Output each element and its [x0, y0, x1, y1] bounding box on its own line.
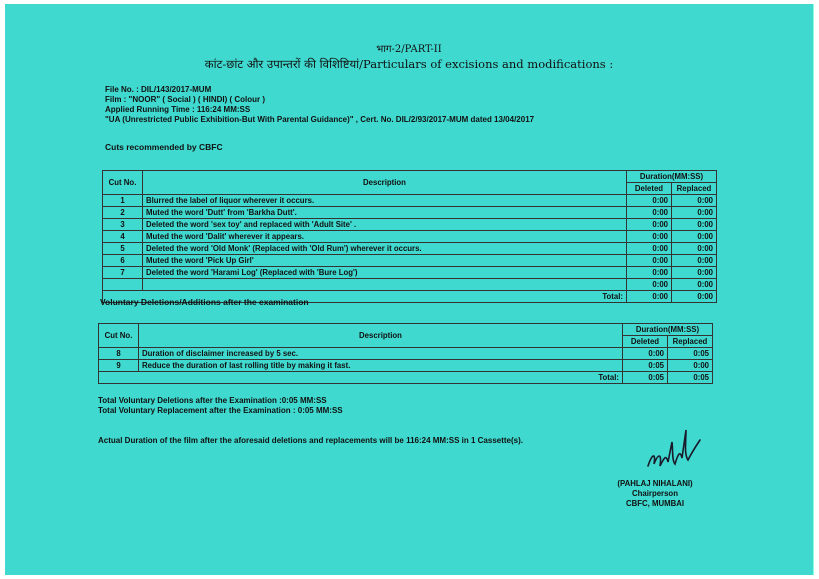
- signatory-designation: Chairperson: [632, 489, 678, 498]
- deleted-duration: 0:00: [627, 243, 672, 255]
- deleted-duration: 0:00: [627, 195, 672, 207]
- replaced-duration: 0:00: [672, 279, 717, 291]
- voluntary-table: [98, 323, 713, 384]
- signatory-block: [595, 479, 715, 509]
- cut-number: 3: [103, 219, 143, 231]
- signatory-office: CBFC, MUMBAI: [625, 499, 685, 508]
- cut-description: Muted the word 'Dalit' wherever it appears.: [143, 231, 627, 243]
- col-duration: Duration(MM:SS): [623, 324, 713, 336]
- voluntary-heading: Voluntary Deletions/Additions after the examination: [100, 297, 309, 307]
- total-voluntary-replacement: Total Voluntary Replacement after the Examination : 0:05 MM:SS: [98, 406, 343, 415]
- signatory-name: (PAHLAJ NIHALANI): [617, 479, 693, 488]
- cut-description: Reduce the duration of last rolling title by making it fast.: [139, 360, 623, 372]
- table-row: [103, 231, 717, 243]
- table-row: [99, 348, 713, 360]
- certificate-sheet: [5, 4, 814, 575]
- applied-running-time: Applied Running Time : 116:24 MM:SS: [105, 105, 251, 114]
- table-row: [103, 255, 717, 267]
- actual-duration: Actual Duration of the film after the aforesaid deletions and replacements will be 116:24 MM:SS in 1 Cassette(s).: [98, 436, 523, 445]
- cut-description: Deleted the word 'Harami Log' (Replaced with 'Bure Log'): [143, 267, 627, 279]
- deleted-duration: 0:00: [627, 219, 672, 231]
- cut-description: [143, 279, 627, 291]
- cut-number: 5: [103, 243, 143, 255]
- film-details: Film : "NOOR" ( Social ) ( HINDI) ( Colour ): [105, 95, 266, 104]
- deleted-duration: 0:00: [627, 207, 672, 219]
- deleted-duration: 0:00: [627, 231, 672, 243]
- replaced-duration: 0:00: [668, 360, 713, 372]
- cut-number: 4: [103, 231, 143, 243]
- cut-number: 9: [99, 360, 139, 372]
- table-row: [103, 267, 717, 279]
- cut-description: Duration of disclaimer increased by 5 sec.: [139, 348, 623, 360]
- total-label: Total:: [103, 291, 627, 303]
- replaced-duration: 0:00: [672, 207, 717, 219]
- col-replaced: Replaced: [668, 336, 713, 348]
- col-cut-no: Cut No.: [99, 324, 139, 348]
- cut-description: Deleted the word 'Old Monk' (Replaced with 'Old Rum') wherever it occurs.: [143, 243, 627, 255]
- cut-number: 1: [103, 195, 143, 207]
- replaced-duration: 0:00: [672, 243, 717, 255]
- file-number: File No. : DIL/143/2017-MUM: [105, 85, 212, 94]
- signature-icon: [642, 424, 702, 476]
- col-duration: Duration(MM:SS): [627, 171, 717, 183]
- deleted-duration: 0:05: [623, 360, 668, 372]
- cbfc-cuts-heading: Cuts recommended by CBFC: [105, 142, 223, 152]
- table-row: [103, 219, 717, 231]
- deleted-duration: 0:00: [627, 255, 672, 267]
- replaced-duration: 0:00: [672, 231, 717, 243]
- table-row: [103, 207, 717, 219]
- col-replaced: Replaced: [672, 183, 717, 195]
- cut-number: 2: [103, 207, 143, 219]
- total-replaced: 0:00: [672, 291, 717, 303]
- col-cut-no: Cut No.: [103, 171, 143, 195]
- table-row: [99, 360, 713, 372]
- replaced-duration: 0:00: [672, 255, 717, 267]
- cut-description: Blurred the label of liquor wherever it occurs.: [143, 195, 627, 207]
- part-heading: भाग-2/PART-II: [376, 44, 442, 55]
- cut-description: Muted the word 'Dutt' from 'Barkha Dutt'.: [143, 207, 627, 219]
- certificate-line: "UA (Unrestricted Public Exhibition-But With Parental Guidance)" , Cert. No. DIL/2/93/2017-MUM dated 13/04/2017: [105, 115, 535, 124]
- cut-description: Muted the word 'Pick Up Girl': [143, 255, 627, 267]
- deleted-duration: 0:00: [623, 348, 668, 360]
- cut-description: Deleted the word 'sex toy' and replaced with 'Adult Site' .: [143, 219, 627, 231]
- total-deleted: 0:05: [623, 372, 668, 384]
- replaced-duration: 0:05: [668, 348, 713, 360]
- cbfc-cuts-table: [102, 170, 717, 303]
- total-deleted: 0:00: [627, 291, 672, 303]
- table-row: [103, 243, 717, 255]
- cut-number: 7: [103, 267, 143, 279]
- cut-number: 6: [103, 255, 143, 267]
- table-row: [103, 279, 717, 291]
- deleted-duration: 0:00: [627, 267, 672, 279]
- deleted-duration: 0:00: [627, 279, 672, 291]
- replaced-duration: 0:00: [672, 195, 717, 207]
- cut-number: [103, 279, 143, 291]
- col-deleted: Deleted: [623, 336, 668, 348]
- total-row: [99, 372, 713, 384]
- col-description: Description: [143, 171, 627, 195]
- col-deleted: Deleted: [627, 183, 672, 195]
- total-voluntary-deletions: Total Voluntary Deletions after the Examination :0:05 MM:SS: [98, 396, 327, 405]
- replaced-duration: 0:00: [672, 219, 717, 231]
- cut-number: 8: [99, 348, 139, 360]
- document-title: कांट-छांट और उपान्तरों की विशिष्टियां/Particulars of excisions and modifications :: [204, 57, 614, 71]
- replaced-duration: 0:00: [672, 267, 717, 279]
- col-description: Description: [139, 324, 623, 348]
- total-label: Total:: [99, 372, 623, 384]
- table-row: [103, 195, 717, 207]
- total-replaced: 0:05: [668, 372, 713, 384]
